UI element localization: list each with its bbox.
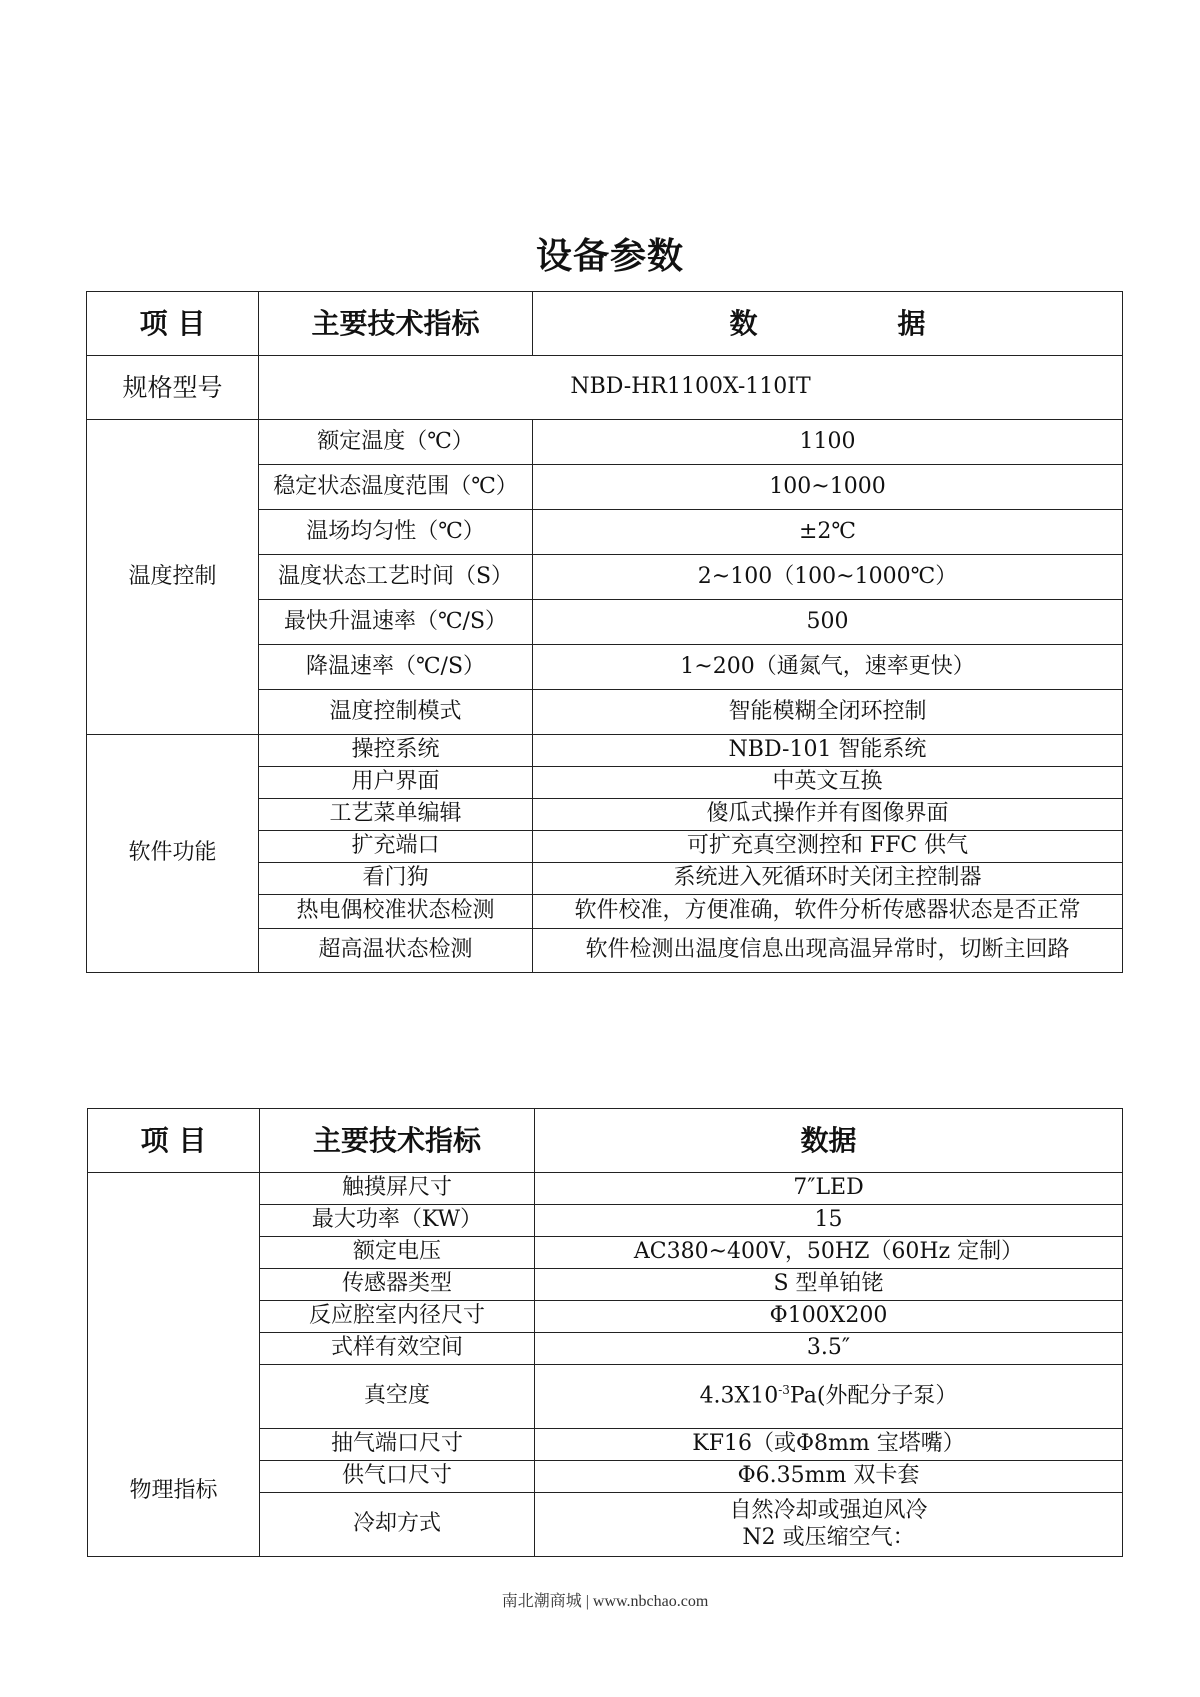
spec-cell: 额定温度（℃） (259, 420, 533, 465)
model-row (87, 356, 1123, 420)
value-cell: 中英文互换 (533, 767, 1123, 799)
value-cell: 3.5″ (535, 1333, 1123, 1365)
value-cell: Φ100X200 (535, 1301, 1123, 1333)
value-cell: 500 (533, 600, 1123, 645)
value-cell: Φ6.35mm 双卡套 (535, 1461, 1123, 1493)
header-data-char1: 数 (729, 306, 758, 340)
equipment-params-table (86, 291, 1123, 973)
value-cell: 1~200（通氮气，速率更快） (533, 645, 1123, 690)
value-cell: 15 (535, 1205, 1123, 1237)
footer-text: 南北潮商城 | www.nbchao.com (501, 1593, 709, 1610)
spec-cell: 超高温状态检测 (259, 929, 533, 973)
spec-cell: 扩充端口 (259, 831, 533, 863)
value-cell: ±2℃ (533, 510, 1123, 555)
table-row (87, 735, 1123, 767)
cooling-line-1: 自然冷却或强迫风冷 (729, 1498, 928, 1524)
model-label: 规格型号 (87, 356, 259, 420)
vacuum-value-base: 4.3X10 (699, 1383, 779, 1409)
value-cell: 7″LED (535, 1173, 1123, 1205)
value-cell: 100~1000 (533, 465, 1123, 510)
spec-cell: 真空度 (260, 1365, 535, 1429)
value-cell: 智能模糊全闭环控制 (533, 690, 1123, 735)
spec-cell: 冷却方式 (260, 1493, 535, 1557)
page-title: 设备参数 (535, 236, 684, 277)
table-header-row (87, 292, 1123, 356)
spec-cell: 最快升温速率（℃/S） (259, 600, 533, 645)
spec-cell: 触摸屏尺寸 (260, 1173, 535, 1205)
value-cell: KF16（或Φ8mm 宝塔嘴） (535, 1429, 1123, 1461)
spec-cell: 温度状态工艺时间（S） (259, 555, 533, 600)
value-cell: S 型单铂铑 (535, 1269, 1123, 1301)
spec-cell: 用户界面 (259, 767, 533, 799)
model-value: NBD-HR1100X-110IT (259, 356, 1123, 420)
value-cell: 可扩充真空测控和 FFC 供气 (533, 831, 1123, 863)
header-spec: 主要技术指标 (259, 292, 533, 356)
header-data: 数据 (535, 1109, 1123, 1173)
spec-cell: 供气口尺寸 (260, 1461, 535, 1493)
header-item: 项 目 (88, 1109, 260, 1173)
table-row (87, 420, 1123, 465)
table-header-row (88, 1109, 1123, 1173)
value-cell: 软件校准，方便准确，软件分析传感器状态是否正常 (533, 895, 1123, 929)
cooling-line-2: N2 或压缩空气： (742, 1524, 915, 1550)
spec-cell: 温度控制模式 (259, 690, 533, 735)
value-cell: 软件检测出温度信息出现高温异常时，切断主回路 (533, 929, 1123, 973)
physical-params-table (87, 1108, 1123, 1557)
group-physical-indicators: 物理指标 (88, 1173, 260, 1557)
spec-cell: 反应腔室内径尺寸 (260, 1301, 535, 1333)
value-cell: 傻瓜式操作并有图像界面 (533, 799, 1123, 831)
spec-cell: 看门狗 (259, 863, 533, 895)
spec-cell: 传感器类型 (260, 1269, 535, 1301)
spec-cell: 操控系统 (259, 735, 533, 767)
group-temperature-control: 温度控制 (87, 420, 259, 735)
vacuum-value-exponent: -3 (778, 1383, 790, 1398)
table-row (88, 1173, 1123, 1205)
value-cell: AC380~400V，50HZ（60Hz 定制） (535, 1237, 1123, 1269)
value-cell: NBD-101 智能系统 (533, 735, 1123, 767)
spec-cell: 最大功率（KW） (260, 1205, 535, 1237)
spec-cell: 额定电压 (260, 1237, 535, 1269)
value-cell: 系统进入死循环时关闭主控制器 (533, 863, 1123, 895)
group-software-functions: 软件功能 (87, 735, 259, 973)
value-cell: 1100 (533, 420, 1123, 465)
header-spec: 主要技术指标 (260, 1109, 535, 1173)
spec-cell: 稳定状态温度范围（℃） (259, 465, 533, 510)
spec-cell: 热电偶校准状态检测 (259, 895, 533, 929)
spec-cell: 温场均匀性（℃） (259, 510, 533, 555)
spec-cell: 抽气端口尺寸 (260, 1429, 535, 1461)
spec-cell: 降温速率（℃/S） (259, 645, 533, 690)
spec-cell: 式样有效空间 (260, 1333, 535, 1365)
value-cell (535, 1493, 1123, 1557)
vacuum-value-unit: Pa(外配分子泵） (789, 1383, 958, 1409)
value-cell (535, 1365, 1123, 1429)
header-item: 项 目 (87, 292, 259, 356)
spec-cell: 工艺菜单编辑 (259, 799, 533, 831)
header-data-char2: 据 (897, 306, 926, 340)
header-data (533, 292, 1123, 356)
value-cell: 2~100（100~1000℃） (533, 555, 1123, 600)
